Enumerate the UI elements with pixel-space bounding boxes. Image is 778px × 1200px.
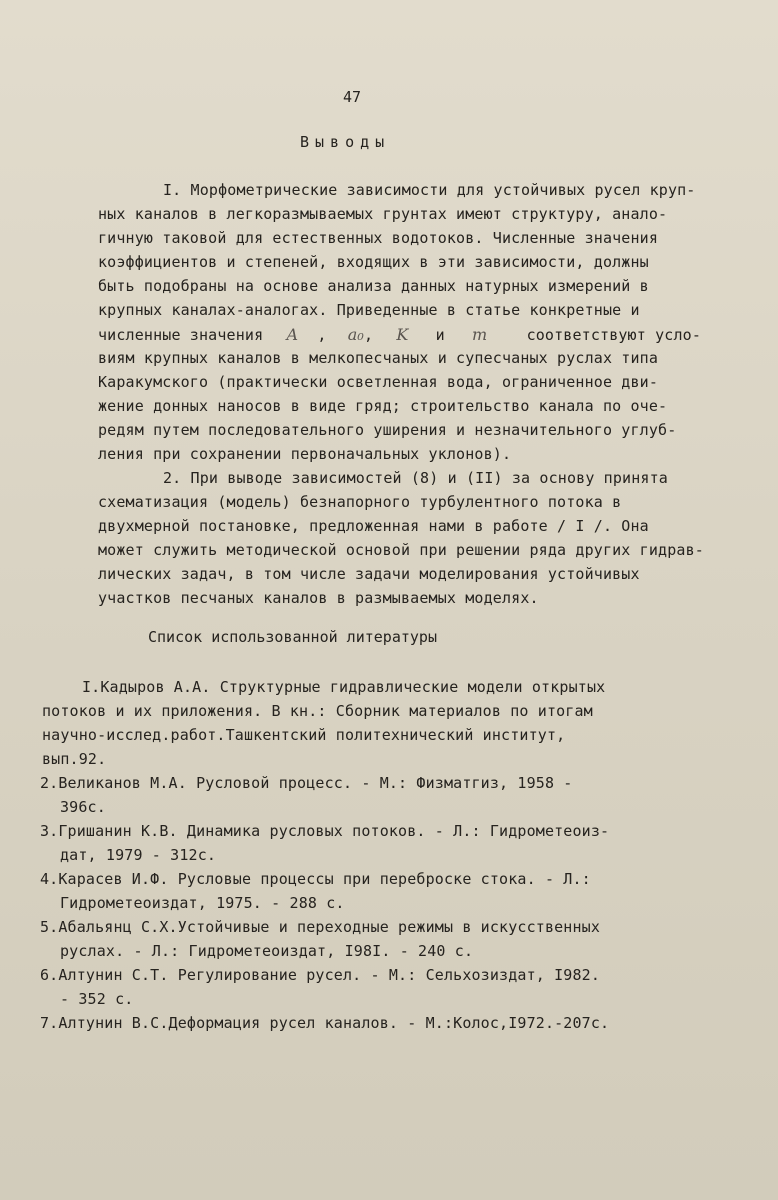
symbol-comma: , <box>317 326 327 344</box>
symbols-prefix: численные значения <box>98 326 264 344</box>
reference-line: 3.Гришанин К.В. Динамика русловых потоков. - Л.: Гидрометеоиз- <box>40 822 610 840</box>
reference-line: 6.Алтунин С.Т. Регулирование русел. - М.: Сельхозиздат, I982. <box>40 966 601 984</box>
symbol-and: и <box>435 326 445 344</box>
para2-line: участков песчаных каналов в размываемых моделях. <box>98 589 539 607</box>
reference-line: научно-исслед.работ.Ташкентский политехнический институт, <box>42 726 566 744</box>
reference-line: 2.Великанов М.А. Русловой процесс. - М.: Физматгиз, 1958 - <box>40 774 573 792</box>
reference-line: вып.92. <box>42 750 107 768</box>
para1-line: редям путем последовательного уширения и незначительного углуб- <box>98 421 677 439</box>
reference-line: потоков и их приложения. В кн.: Сборник материалов по итогам <box>42 702 593 720</box>
reference-line: 396с. <box>60 798 106 816</box>
para1-line: ления при сохранении первоначальных уклонов). <box>98 445 512 463</box>
symbol-a0: a₀ <box>347 325 364 344</box>
symbols-suffix: соответствуют усло- <box>526 326 701 344</box>
para1-line: I. Морфометрические зависимости для устойчивых русел круп- <box>163 181 696 199</box>
para1-line: жение донных наносов в виде гряд; строительство канала по оче- <box>98 397 668 415</box>
symbol-a: A <box>286 325 299 344</box>
reference-line: I.Кадыров А.А. Структурные гидравлические модели открытых <box>82 678 606 696</box>
para1-line: коэффициентов и степеней, входящих в эти зависимости, должны <box>98 253 649 271</box>
para1-line: гичную таковой для естественных водотоков. Численные значения <box>98 229 659 247</box>
reference-line: дат, 1979 - 312с. <box>60 846 217 864</box>
references-title: Список использованной литературы <box>148 628 437 646</box>
para1-line: ных каналов в легкоразмываемых грунтах имеют структуру, анало- <box>98 205 668 223</box>
reference-line: 5.Абальянц С.Х.Устойчивые и переходные режимы в искусственных <box>40 918 601 936</box>
symbol-comma: , <box>364 326 374 344</box>
reference-line: руслах. - Л.: Гидрометеоиздат, I98I. - 240 с. <box>60 942 474 960</box>
para2-line: 2. При выводе зависимостей (8) и (II) за основу принята <box>163 469 668 487</box>
para2-line: лических задач, в том числе задачи моделирования устойчивых <box>98 565 640 583</box>
reference-line: - 352 с. <box>60 990 134 1008</box>
para1-line: виям крупных каналов в мелкопесчаных и супесчаных руслах типа <box>98 349 659 367</box>
para2-line: схематизация (модель) безнапорного турбулентного потока в <box>98 493 622 511</box>
reference-line: 4.Карасев И.Ф. Русловые процессы при переброске стока. - Л.: <box>40 870 591 888</box>
reference-line: 7.Алтунин В.С.Деформация русел каналов. - М.:Колос,I972.-207с. <box>40 1014 610 1032</box>
symbol-m: m <box>472 325 488 344</box>
reference-line: Гидрометеоиздат, 1975. - 288 с. <box>60 894 345 912</box>
page-number: 47 <box>343 88 362 106</box>
para1-line: крупных каналах-аналогах. Приведенные в статье конкретные и <box>98 301 640 319</box>
para1-line: Каракумского (практически осветленная вода, ограниченное дви- <box>98 373 659 391</box>
symbol-k: K <box>396 325 409 344</box>
para1-symbols-line <box>98 325 701 344</box>
para2-line: двухмерной постановке, предложенная нами в работе / I /. Она <box>98 517 649 535</box>
conclusions-title: Выводы <box>300 133 391 151</box>
para1-line: быть подобраны на основе анализа данных натурных измерений в <box>98 277 649 295</box>
para2-line: может служить методической основой при решении ряда других гидрав- <box>98 541 704 559</box>
